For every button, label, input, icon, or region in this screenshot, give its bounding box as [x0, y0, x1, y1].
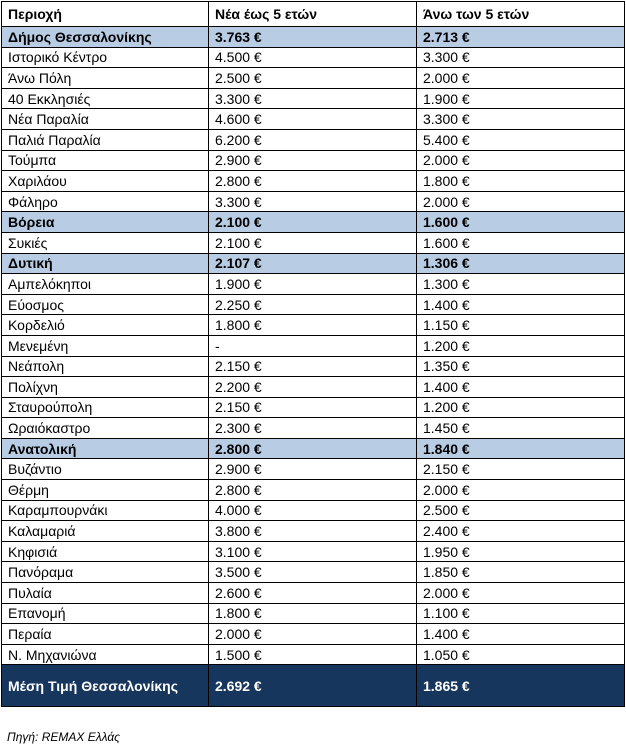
new-price-cell: 2.800 € — [209, 171, 417, 192]
old-price-cell: 5.400 € — [417, 129, 625, 150]
table-row — [2, 47, 625, 68]
old-price-cell: 1.900 € — [417, 88, 625, 109]
old-price-cell: 1.300 € — [417, 274, 625, 295]
area-cell: Σταυρούπολη — [2, 397, 209, 418]
table-row — [2, 603, 625, 624]
new-price-cell: 2.000 € — [209, 624, 417, 645]
area-cell: Τούμπα — [2, 150, 209, 171]
area-cell: Καραμπουρνάκι — [2, 500, 209, 521]
new-price-cell: 2.200 € — [209, 377, 417, 398]
new-price-cell: 1.900 € — [209, 274, 417, 295]
old-price-cell: 1.400 € — [417, 624, 625, 645]
new-price-cell: 1.800 € — [209, 315, 417, 336]
table-row — [2, 397, 625, 418]
total-row — [2, 665, 625, 707]
header-over-5-years: Άνω των 5 ετών — [417, 2, 625, 27]
old-price-cell: 1.800 € — [417, 171, 625, 192]
new-price-cell: 6.200 € — [209, 129, 417, 150]
table-row — [2, 562, 625, 583]
new-price-cell: 2.900 € — [209, 150, 417, 171]
region-row — [2, 212, 625, 233]
area-cell: Ωραιόκαστρο — [2, 418, 209, 439]
area-cell: Δυτική — [2, 253, 209, 274]
new-price-cell: 3.100 € — [209, 541, 417, 562]
area-cell: Επανομή — [2, 603, 209, 624]
region-row — [2, 253, 625, 274]
new-price-cell: 1.500 € — [209, 644, 417, 665]
old-price-cell: 1.840 € — [417, 438, 625, 459]
table-body — [2, 27, 625, 707]
table-row — [2, 150, 625, 171]
new-price-cell: 2.692 € — [209, 665, 417, 707]
area-cell: Άνω Πόλη — [2, 68, 209, 89]
table-row — [2, 377, 625, 398]
old-price-cell: 1.306 € — [417, 253, 625, 274]
header-new-up-to-5-years: Νέα έως 5 ετών — [209, 2, 417, 27]
table-row — [2, 521, 625, 542]
old-price-cell: 1.150 € — [417, 315, 625, 336]
old-price-cell: 1.100 € — [417, 603, 625, 624]
old-price-cell: 2.000 € — [417, 191, 625, 212]
new-price-cell: 3.763 € — [209, 27, 417, 48]
area-cell: Βόρεια — [2, 212, 209, 233]
table-row — [2, 418, 625, 439]
table-row — [2, 541, 625, 562]
new-price-cell: 2.500 € — [209, 68, 417, 89]
table-row — [2, 644, 625, 665]
old-price-cell: 1.600 € — [417, 232, 625, 253]
table-row — [2, 459, 625, 480]
area-cell: Αμπελόκηποι — [2, 274, 209, 295]
area-cell: Κηφισιά — [2, 541, 209, 562]
area-cell: Παλιά Παραλία — [2, 129, 209, 150]
old-price-cell: 1.200 € — [417, 397, 625, 418]
area-cell: Συκιές — [2, 232, 209, 253]
table-row — [2, 624, 625, 645]
old-price-cell: 1.400 € — [417, 377, 625, 398]
new-price-cell: 2.800 € — [209, 438, 417, 459]
area-cell: Περαία — [2, 624, 209, 645]
new-price-cell: 3.500 € — [209, 562, 417, 583]
new-price-cell: 2.250 € — [209, 294, 417, 315]
old-price-cell: 1.850 € — [417, 562, 625, 583]
old-price-cell: 1.950 € — [417, 541, 625, 562]
new-price-cell: 2.107 € — [209, 253, 417, 274]
area-cell: Ν. Μηχανιώνα — [2, 644, 209, 665]
area-cell: 40 Εκκλησιές — [2, 88, 209, 109]
old-price-cell: 2.000 € — [417, 583, 625, 604]
old-price-cell: 1.865 € — [417, 665, 625, 707]
area-cell: Χαριλάου — [2, 171, 209, 192]
table-row — [2, 129, 625, 150]
new-price-cell: 2.100 € — [209, 232, 417, 253]
new-price-cell: 3.300 € — [209, 88, 417, 109]
table-header — [2, 2, 625, 27]
new-price-cell: 4.600 € — [209, 109, 417, 130]
new-price-cell: 2.900 € — [209, 459, 417, 480]
old-price-cell: 1.350 € — [417, 356, 625, 377]
old-price-cell: 2.000 € — [417, 480, 625, 501]
old-price-cell: 2.150 € — [417, 459, 625, 480]
table-row — [2, 500, 625, 521]
old-price-cell: 2.400 € — [417, 521, 625, 542]
area-cell: Βυζάντιο — [2, 459, 209, 480]
area-cell: Καλαμαριά — [2, 521, 209, 542]
table-row — [2, 68, 625, 89]
old-price-cell: 3.300 € — [417, 109, 625, 130]
area-cell: Πυλαία — [2, 583, 209, 604]
new-price-cell: 2.100 € — [209, 212, 417, 233]
table-row — [2, 315, 625, 336]
old-price-cell: 1.600 € — [417, 212, 625, 233]
area-cell: Πανόραμα — [2, 562, 209, 583]
table-row — [2, 294, 625, 315]
table-row — [2, 232, 625, 253]
new-price-cell: 3.300 € — [209, 191, 417, 212]
table-row — [2, 356, 625, 377]
old-price-cell: 2.713 € — [417, 27, 625, 48]
old-price-cell: 1.050 € — [417, 644, 625, 665]
area-cell: Πολίχνη — [2, 377, 209, 398]
region-row — [2, 438, 625, 459]
new-price-cell: 2.150 € — [209, 356, 417, 377]
area-cell: Ιστορικό Κέντρο — [2, 47, 209, 68]
area-cell: Εύοσμος — [2, 294, 209, 315]
new-price-cell: 1.800 € — [209, 603, 417, 624]
new-price-cell: 3.800 € — [209, 521, 417, 542]
old-price-cell: 3.300 € — [417, 47, 625, 68]
old-price-cell: 2.000 € — [417, 150, 625, 171]
header-area: Περιοχή — [2, 2, 209, 27]
table-row — [2, 335, 625, 356]
region-row — [2, 27, 625, 48]
area-cell: Μέση Τιμή Θεσσαλονίκης — [2, 665, 209, 707]
old-price-cell: 1.400 € — [417, 294, 625, 315]
new-price-cell: 2.800 € — [209, 480, 417, 501]
table-row — [2, 88, 625, 109]
area-cell: Κορδελιό — [2, 315, 209, 336]
header-row — [2, 2, 625, 27]
area-cell: Ανατολική — [2, 438, 209, 459]
source-note: Πηγή: REMAX Ελλάς — [7, 730, 121, 744]
table-row — [2, 583, 625, 604]
new-price-cell: 2.600 € — [209, 583, 417, 604]
new-price-cell: 4.000 € — [209, 500, 417, 521]
table-row — [2, 109, 625, 130]
area-cell: Νέα Παραλία — [2, 109, 209, 130]
old-price-cell: 2.000 € — [417, 68, 625, 89]
table-row — [2, 171, 625, 192]
old-price-cell: 1.450 € — [417, 418, 625, 439]
table-row — [2, 274, 625, 295]
new-price-cell: - — [209, 335, 417, 356]
new-price-cell: 4.500 € — [209, 47, 417, 68]
new-price-cell: 2.150 € — [209, 397, 417, 418]
area-cell: Θέρμη — [2, 480, 209, 501]
area-cell: Μενεμένη — [2, 335, 209, 356]
area-cell: Δήμος Θεσσαλονίκης — [2, 27, 209, 48]
old-price-cell: 2.500 € — [417, 500, 625, 521]
area-cell: Νεάπολη — [2, 356, 209, 377]
price-table — [1, 1, 625, 707]
area-cell: Φάληρο — [2, 191, 209, 212]
table-row — [2, 480, 625, 501]
table-row — [2, 191, 625, 212]
new-price-cell: 2.300 € — [209, 418, 417, 439]
old-price-cell: 1.200 € — [417, 335, 625, 356]
